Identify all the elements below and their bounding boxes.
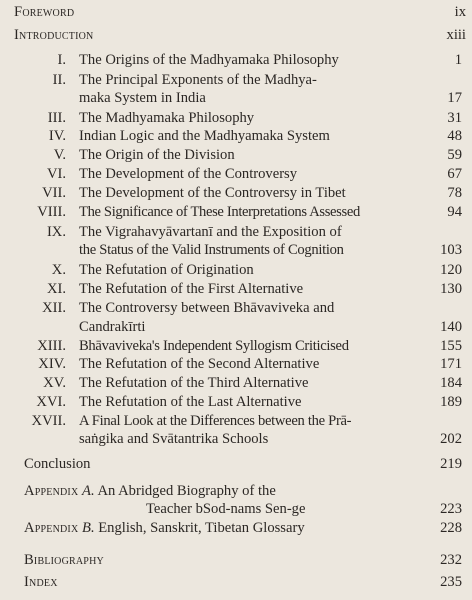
chapter-title: The Vigrahavyāvartanī and the Exposition of <box>79 224 342 240</box>
entry-page: 120 <box>440 262 462 278</box>
appendix-label: Appendix <box>24 483 79 499</box>
chapter-title: The Development of the Controversy <box>79 166 298 182</box>
entry-page: 232 <box>440 552 462 568</box>
chapter-number: II. <box>52 72 66 88</box>
entry-page: 228 <box>440 520 462 536</box>
chapter-number: XIV. <box>38 356 66 372</box>
entry-page: 171 <box>440 356 462 372</box>
chapter-number: X. <box>51 262 66 278</box>
chapter-number: VI. <box>46 166 66 182</box>
chapter-title: The Significance of These Interpretations Assessed <box>79 204 360 220</box>
appendix-heading <box>24 520 305 537</box>
chapter-number: XI. <box>46 281 66 297</box>
chapter-number: IX. <box>46 224 66 240</box>
chapter-title: The Madhyamaka Philosophy <box>79 110 255 126</box>
entry-page: 184 <box>440 375 462 391</box>
chapter-number: IV. <box>48 128 66 144</box>
chapter-title-continued: saṅgika and Svātantrika Schools <box>79 431 269 447</box>
chapter-title: The Origin of the Division <box>79 147 235 163</box>
appendix-label: Appendix <box>24 520 79 536</box>
entry-page: ix <box>454 4 466 20</box>
chapter-title: A Final Look at the Differences between the Prā- <box>79 413 352 429</box>
entry-page: 67 <box>447 166 462 182</box>
chapter-number: VIII. <box>37 204 66 220</box>
entry-title: Conclusion <box>24 456 91 472</box>
chapter-title: The Controversy between Bhāvaviveka and <box>79 300 335 316</box>
chapter-number: XVII. <box>31 413 66 429</box>
entry-title: Foreword <box>14 4 75 20</box>
entry-page: 140 <box>440 319 462 335</box>
entry-page: 155 <box>440 338 462 354</box>
chapter-title: The Refutation of the Second Alternative <box>79 356 320 372</box>
entry-page: 17 <box>447 90 462 106</box>
entry-page: 31 <box>447 110 462 126</box>
appendix-letter: A. <box>82 483 95 499</box>
chapter-number: XVI. <box>36 394 66 410</box>
entry-page: 94 <box>447 204 462 220</box>
chapter-number: XII. <box>42 300 66 316</box>
entry-page: xiii <box>446 27 466 43</box>
entry-title: Bibliography <box>24 552 104 568</box>
appendix-title-continued: Teacher bSod-nams Sen-ge <box>146 501 306 517</box>
chapter-title: The Refutation of the First Alternative <box>79 281 304 297</box>
chapter-number: I. <box>57 52 66 68</box>
entry-page: 48 <box>447 128 462 144</box>
chapter-title: Indian Logic and the Madhyamaka System <box>79 128 330 144</box>
entry-page: 103 <box>440 242 462 258</box>
chapter-title: Bhāvaviveka's Independent Syllogism Criticised <box>79 338 349 354</box>
appendix-heading <box>24 483 276 500</box>
entry-page: 1 <box>454 52 462 68</box>
entry-page: 219 <box>440 456 462 472</box>
entry-page: 223 <box>440 501 462 517</box>
chapter-title: The Refutation of the Third Alternative <box>79 375 309 391</box>
entry-page: 78 <box>447 185 462 201</box>
chapter-title-continued: maka System in India <box>79 90 206 106</box>
entry-page: 202 <box>440 431 462 447</box>
entry-page: 189 <box>440 394 462 410</box>
entry-title: Introduction <box>14 27 94 43</box>
chapter-title-continued: Candrakīrti <box>79 319 146 335</box>
entry-page: 59 <box>447 147 462 163</box>
chapter-title: The Principal Exponents of the Madhya- <box>79 72 317 88</box>
chapter-number: III. <box>47 110 66 126</box>
chapter-number: XIII. <box>37 338 66 354</box>
chapter-number: VII. <box>42 185 66 201</box>
entry-page: 130 <box>440 281 462 297</box>
chapter-title-continued: the Status of the Valid Instruments of Cognition <box>79 242 344 258</box>
entry-title: Index <box>24 574 58 590</box>
chapter-title: The Refutation of the Last Alternative <box>79 394 302 410</box>
entry-page: 235 <box>440 574 462 590</box>
chapter-title: The Development of the Controversy in Tibet <box>79 185 346 201</box>
chapter-number: XV. <box>43 375 66 391</box>
chapter-title: The Origins of the Madhyamaka Philosophy <box>79 52 339 68</box>
appendix-title: English, Sanskrit, Tibetan Glossary <box>98 520 305 536</box>
chapter-title: The Refutation of Origination <box>79 262 254 278</box>
appendix-letter: B. <box>82 520 95 536</box>
appendix-title: An Abridged Biography of the <box>97 483 276 499</box>
chapter-number: V. <box>53 147 66 163</box>
